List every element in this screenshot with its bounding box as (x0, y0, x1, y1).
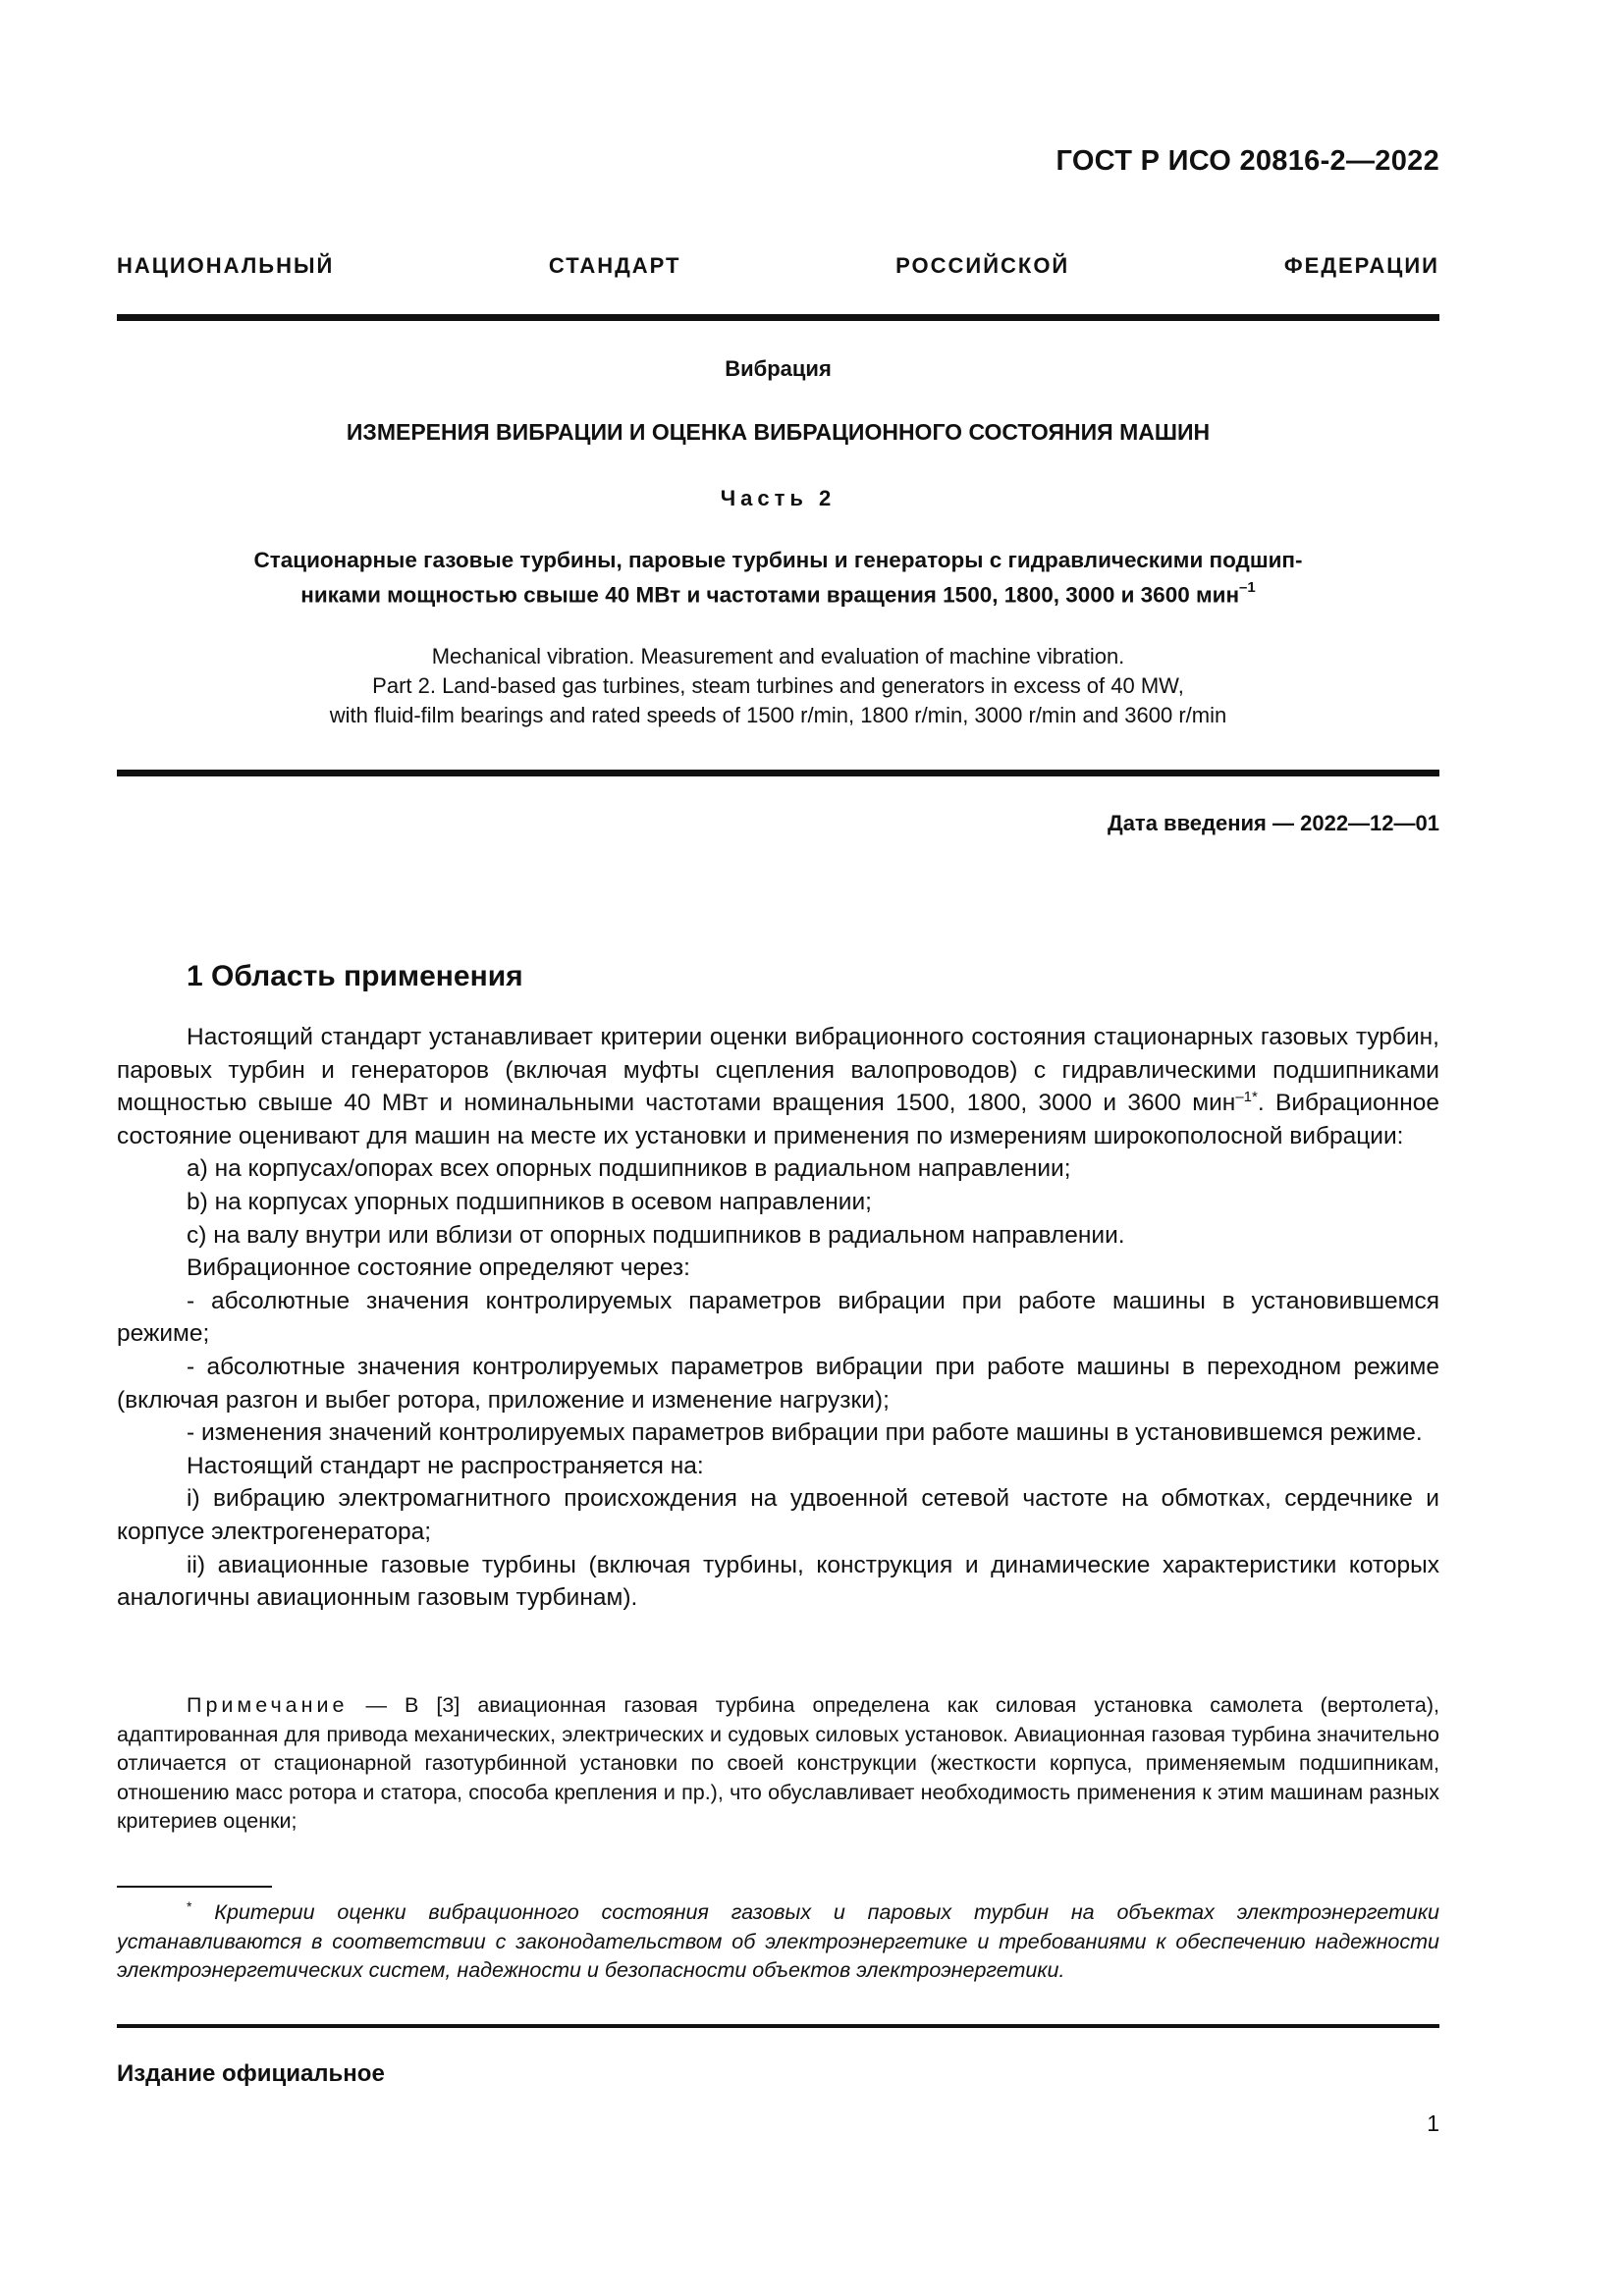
title-divider (117, 770, 1439, 776)
title-topic: Вибрация (725, 356, 832, 381)
list-item: a) на корпусах/опорах всех опорных подшипников в радиальном направлении; (187, 1155, 1071, 1183)
national-standard-banner: НАЦИОНАЛЬНЫЙ СТАНДАРТ РОССИЙСКОЙ ФЕДЕРАЦИИ (117, 253, 1439, 278)
dash-item: - изменения значений контролируемых параметров вибрации при работе машины в установившемся режиме. (187, 1419, 1423, 1447)
top-divider (117, 314, 1439, 321)
edition-label: Издание официальное (117, 2060, 385, 2087)
english-line-1: Mechanical vibration. Measurement and evaluation of machine vibration. (431, 644, 1125, 668)
english-line-3: with fluid-film bearings and rated speeds of 1500 r/min, 1800 r/min, 3000 r/min and 3600 r/min (329, 703, 1227, 727)
list-item: b) на корпусах упорных подшипников в осевом направлении; (187, 1188, 872, 1215)
english-line-2: Part 2. Land-based gas turbines, steam turbines and generators in excess of 40 MW, (372, 673, 1184, 698)
footnote-reference: –1* (1235, 1089, 1258, 1106)
paragraph: Вибрационное состояние определяют через: (187, 1255, 690, 1282)
subtitle-line-1: Стационарные газовые турбины, паровые турбины и генераторы с гидравлическими подшип- (253, 548, 1303, 572)
title-part: Часть 2 (720, 486, 837, 510)
note-label: Примечание (187, 1693, 349, 1717)
dash-item: - абсолютные значения контролируемых параметров вибрации при работе машины в установившемся режиме; (117, 1287, 1439, 1348)
page-number: 1 (1427, 2110, 1439, 2136)
footnote-text: Критерии оценки вибрационного состояния газовых и паровых турбин на объектах электроэнергетики устанавливаются в соответствии с законодательством об электроэнергетике и требованиями к обеспечению надежности электроэнергетических систем, надежности и безопасности объектов электроэнергетики. (117, 1900, 1439, 1982)
footnote-divider (117, 1886, 272, 1888)
note-text: — В [3] авиационная газовая турбина определена как силовая установка самолета (вертолета), адаптированная для привода механических, электрических и судовых силовых установок. Авиационная газовая турбина значительно отличается от стационарной газотурбинной установки по своей конструкции (жесткости корпуса, применяемым подшипникам, отношению масс ротора и статора, способа крепления и пр.), что обуславливает необходимость применения к этим машинам разных критериев оценки; (117, 1693, 1439, 1833)
list-item: c) на валу внутри или вблизи от опорных подшипников в радиальном направлении. (187, 1221, 1125, 1249)
title-main: ИЗМЕРЕНИЯ ВИБРАЦИИ И ОЦЕНКА ВИБРАЦИОННОГО СОСТОЯНИЯ МАШИН (346, 419, 1211, 445)
introduction-date: Дата введения — 2022—12—01 (1108, 811, 1439, 835)
section-body (117, 1021, 1439, 1615)
paragraph: Настоящий стандарт не распространяется на: (187, 1452, 704, 1479)
list-item: ii) авиационные газовые турбины (включая турбины, конструкция и динамические характеристики которых аналогичны авиационным газовым турбинам). (117, 1551, 1439, 1612)
subtitle-superscript: –1 (1239, 579, 1256, 596)
footnote (117, 1898, 1439, 1986)
title-english (117, 642, 1439, 730)
note (117, 1691, 1439, 1837)
list-item: i) вибрацию электромагнитного происхождения на удвоенной сетевой частоте на обмотках, сердечнике и корпусе электрогенератора; (117, 1485, 1439, 1545)
subtitle-line-2: никами мощностью свыше 40 МВт и частотами вращения 1500, 1800, 3000 и 3600 мин (300, 582, 1240, 608)
title-subtitle (117, 546, 1439, 611)
footnote-mark: * (187, 1897, 192, 1914)
footer-divider (117, 2024, 1439, 2028)
section-heading: 1 Область применения (187, 960, 523, 992)
paragraph-scope: Настоящий стандарт устанавливает критерии оценки вибрационного состояния стационарных газовых турбин, паровых турбин и генераторов (включая муфты сцепления валопроводов) с гидравлическими подшипниками мощностью свыше 40 МВт и номинальными частотами вращения 1500, 1800, 3000 и 3600 мин$^{-1*}$. Вибрационное состояние оценивают для машин на месте их установки и применения по измерениям широкополосной вибрации: (117, 1024, 1439, 1149)
dash-item: - абсолютные значения контролируемых параметров вибрации при работе машины в переходном режиме (включая разгон и выбег ротора, приложение и изменение нагрузки); (117, 1353, 1439, 1414)
document-code: ГОСТ Р ИСО 20816-2—2022 (1056, 145, 1439, 177)
